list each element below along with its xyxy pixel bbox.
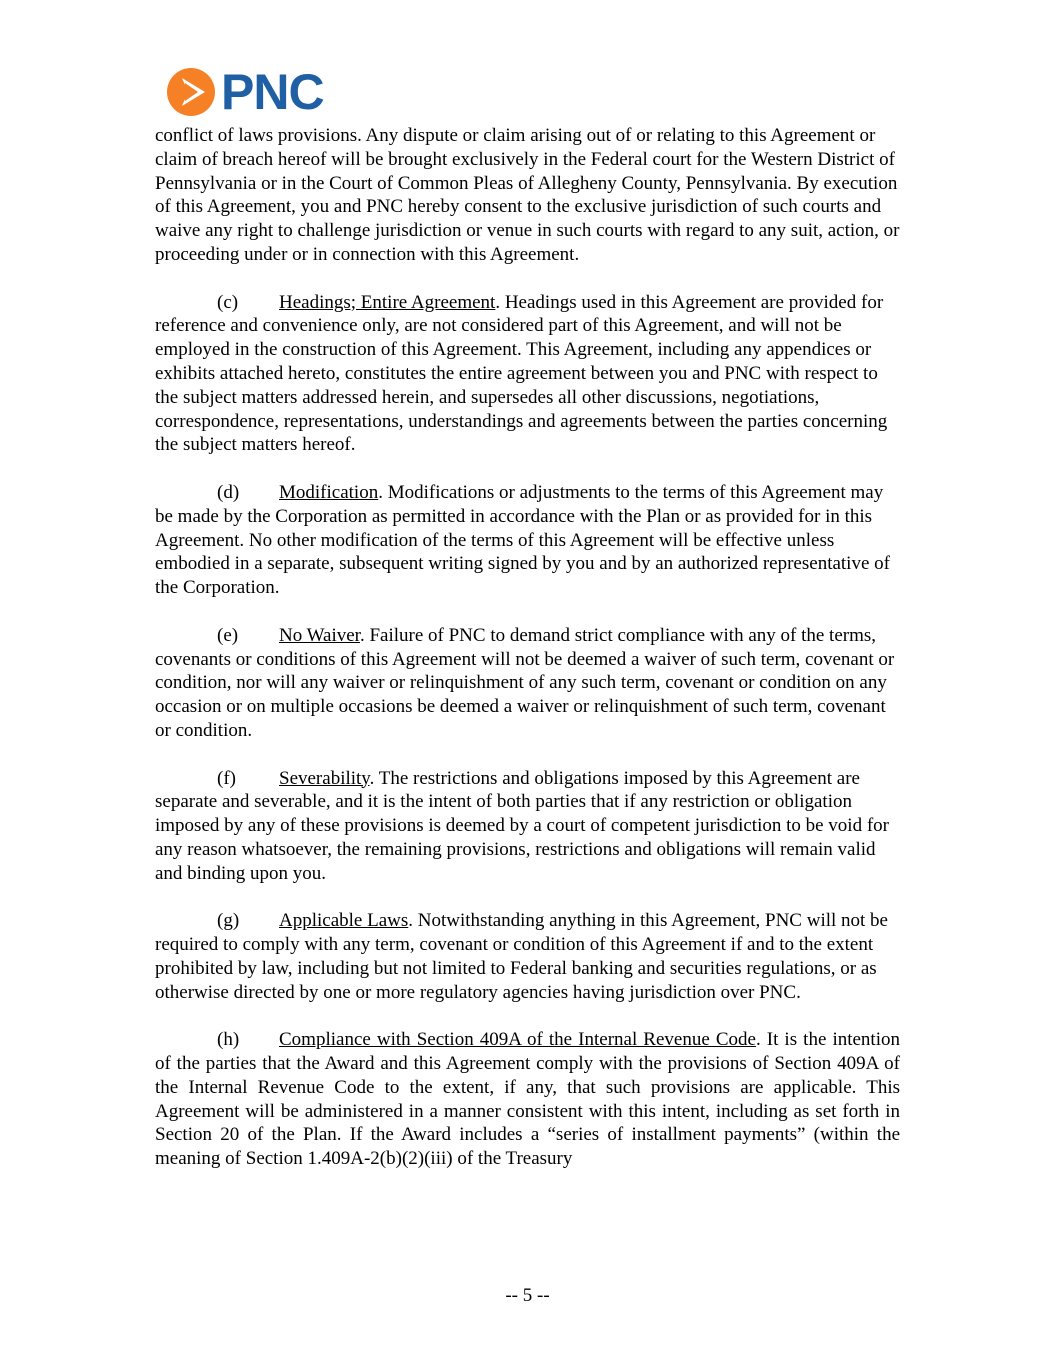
section-e [155, 624, 900, 743]
section-text: . It is the intention of the parties that the Award and this Agreement comply with the provisions of Section 409A of the Internal Revenue Code to the extent, if any, that such provisions are applicable. This Agreement will be administered in a manner consistent with this intent, including as set forth in Section 20 of the Plan. If the Award includes a “series of installment payments” (within the meaning of Section 1.409A-2(b)(2)(iii) of the Treasury [155, 1029, 900, 1170]
section-label: (c) [217, 291, 239, 313]
section-heading: Severability [279, 767, 370, 789]
section-label: (g) [217, 910, 240, 932]
section-h [155, 1028, 900, 1171]
section-heading: Headings; Entire Agreement [279, 291, 496, 313]
section-label: (f) [217, 767, 236, 789]
section-label: (h) [217, 1029, 240, 1051]
section-heading: Modification [279, 481, 379, 503]
section-label: (d) [217, 481, 240, 503]
paragraph-continued: conflict of laws provisions. Any dispute or claim arising out of or relating to this Agreement or claim of breach hereof will be brought exclusively in the Federal court for the Western District of Pennsylvania or in the Court of Common Pleas of Allegheny County, Pennsylvania. By execution of this Agreement, you and PNC hereby consent to the exclusive jurisdiction of such courts and waive any right to challenge jurisdiction or venue in such courts with regard to any suit, action, or proceeding under or in connection with this Agreement. [155, 125, 900, 265]
section-d [155, 481, 900, 600]
section-text: . Modifications or adjustments to the terms of this Agreement may be made by the Corporation as permitted in accordance with the Plan or as provided for in this Agreement. No other modification of the terms of this Agreement will be effective unless embodied in a separate, subsequent writing signed by you and by an authorized representative of the Corporation. [155, 481, 890, 599]
section-text: . The restrictions and obligations imposed by this Agreement are separate and severable, and it is the intent of both parties that if any restriction or obligation imposed by any of these provisions is deemed by a court of competent jurisdiction to be void for any reason whatsoever, the remaining provisions, restrictions and obligations will remain valid and binding upon you. [155, 767, 889, 884]
pnc-logo [165, 66, 324, 118]
section-f [155, 767, 900, 886]
page-number: -- 5 -- [505, 1285, 550, 1306]
section-text: . Headings used in this Agreement are provided for reference and convenience only, are not considered part of this Agreement, and will not be employed in the construction of this Agreement. This Agreement, including any appendices or exhibits attached hereto, constitutes the entire agreement between you and PNC with respect to the subject matters addressed herein, and supersedes all other discussions, negotiations, correspondence, representations, understandings and agreements between the parties concerning the subject matters hereof. [155, 291, 888, 456]
section-g [155, 909, 900, 1004]
logo-wordmark: PNC [221, 64, 324, 120]
section-text: . Notwithstanding anything in this Agreement, PNC will not be required to comply with any term, covenant or condition of this Agreement if and to the extent prohibited by law, including but not limited to Federal banking and securities regulations, or as otherwise directed by one or more regulatory agencies having jurisdiction over PNC. [155, 910, 888, 1003]
section-heading: Compliance with Section 409A of the Internal Revenue Code [279, 1029, 756, 1051]
document-body [155, 124, 900, 1195]
pnc-mark-icon [165, 66, 217, 118]
section-heading: Applicable Laws [279, 910, 409, 932]
section-text: . Failure of PNC to demand strict compliance with any of the terms, covenants or conditions of this Agreement will not be deemed a waiver of such term, covenant or condition, nor will any waiver or relinquishment of any such term, covenant or condition on any occasion or on multiple occasions be deemed a waiver or relinquishment of such term, covenant or condition. [155, 624, 895, 741]
section-label: (e) [217, 624, 239, 646]
section-c [155, 291, 900, 458]
section-heading: No Waiver [279, 624, 360, 646]
